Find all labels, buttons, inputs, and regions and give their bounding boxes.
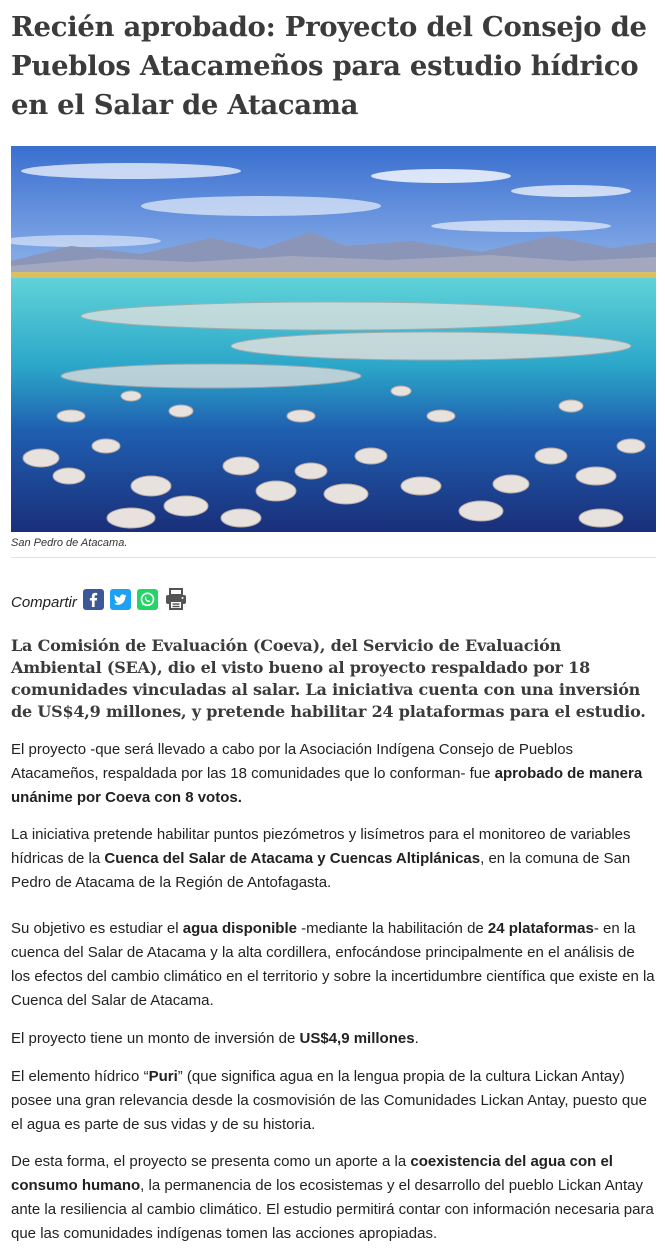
p3-bold-1: agua disponible — [182, 920, 297, 937]
article — [11, 0, 656, 1242]
whatsapp-icon[interactable] — [137, 589, 158, 610]
p3-bold-2: 24 plataformas — [487, 920, 594, 937]
paragraph-2 — [11, 823, 656, 895]
p5-text-end: ” (que significa agua en la lengua propia de la cultura Lickan Antay) posee una gran relevancia desde la cosmovisión de las Comunidades Lickan Antay, puesto que el agua es parte de sus vidas y de su historia. — [11, 1068, 647, 1133]
paragraph-3 — [11, 917, 656, 1013]
article-lead: La Comisión de Evaluación (Coeva), del Servicio de Evaluación Ambiental (SEA), dio el visto bueno al proyecto respaldado por 18 comunidades vinculadas al salar. La iniciativa cuenta con una inversión de US$4,9 millones, y pretende habilitar 24 plataformas para el estudio. — [11, 636, 646, 721]
article-title: Recién aprobado: Proyecto del Consejo de Pueblos Atacameños para estudio hídrico en el Salar de Atacama — [11, 11, 647, 121]
p3-text-end: - en la cuenca del Salar de Atacama y la alta cordillera, enfocándose principalmente en el análisis de los efectos del cambio climático en el territorio y sobre la incertidumbre científica que existe en la Cuenca del Salar de Atacama. — [11, 920, 655, 1009]
p5-text: El elemento hídrico “ — [11, 1068, 149, 1085]
facebook-icon[interactable] — [83, 589, 104, 610]
paragraph-4 — [11, 1027, 656, 1051]
p2-bold: Cuenca del Salar de Atacama y Cuencas Altiplánicas — [104, 850, 481, 867]
share-label: Compartir — [11, 593, 77, 611]
p4-bold: US$4,9 millones — [299, 1030, 415, 1047]
share-bar — [11, 585, 194, 613]
p3-text-mid: -mediante la habilitación de — [296, 920, 488, 937]
p6-text-end: , la permanencia de los ecosistemas y el desarrollo del pueblo Lickan Antay ante la resiliencia al cambio climático. El estudio permitirá contar con información necesaria para que las comunidades indígenas tomen las acciones apropiadas. — [11, 1177, 654, 1242]
p4-text-end: . — [414, 1030, 419, 1047]
p1-text: El proyecto -que será llevado a cabo por la Asociación Indígena Consejo de Pueblos Atacameños, respaldada por las 18 comunidades que lo conforman- fue — [11, 741, 574, 782]
image-caption: San Pedro de Atacama. — [11, 537, 128, 549]
p2-text-end: , en la comuna de San Pedro de Atacama de la Región de Antofagasta. — [11, 850, 631, 891]
hero-image — [11, 146, 656, 532]
p1-bold: aprobado de manera unánime por Coeva con 8 votos. — [11, 765, 643, 806]
paragraph-5 — [11, 1065, 656, 1137]
divider — [11, 557, 656, 558]
p6-text: De esta forma, el proyecto se presenta como un aporte a la — [11, 1153, 411, 1170]
p6-bold: coexistencia del agua con el consumo humano — [11, 1153, 613, 1194]
print-icon[interactable] — [164, 587, 188, 611]
twitter-icon[interactable] — [110, 589, 131, 610]
p3-text: Su objetivo es estudiar el — [11, 920, 183, 937]
p2-text: La iniciativa pretende habilitar puntos piezómetros y lisímetros para el monitoreo de variables hídricas de la — [11, 826, 631, 867]
paragraph-6 — [11, 1150, 656, 1246]
p4-text: El proyecto tiene un monto de inversión de — [11, 1030, 300, 1047]
p5-bold: Puri — [148, 1068, 178, 1085]
paragraph-1 — [11, 738, 656, 810]
